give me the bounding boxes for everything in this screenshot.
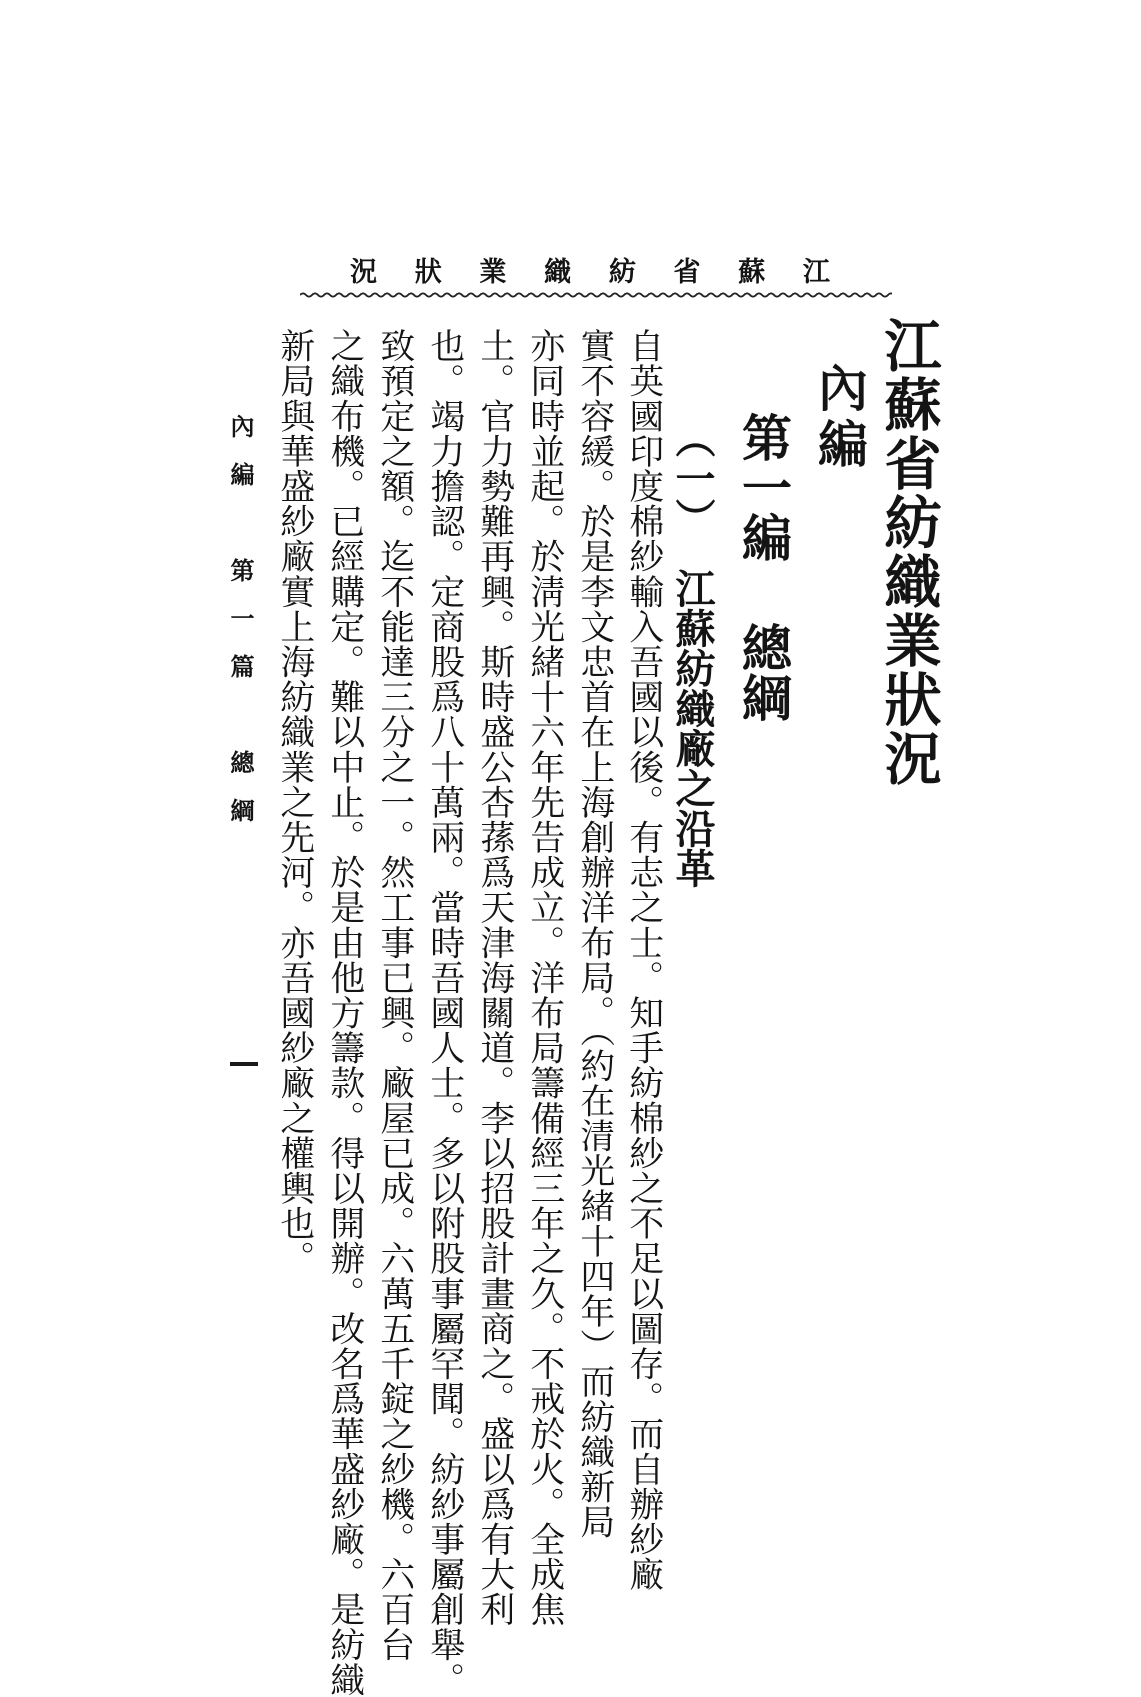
body-column: 致預定之額。迄不能達三分之一。然工事已興。廠屋已成。六萬五千錠之紗機。六百台 (373, 328, 414, 1662)
part-heading: 內編 (810, 362, 869, 474)
running-header-char: 蘇 (738, 256, 766, 288)
section-title: 江蘇紡織廠之沿革 (669, 568, 716, 888)
chapter-prefix: 第一編 (734, 412, 793, 562)
section-heading (669, 418, 716, 888)
body-column: 之織布機。已經購定。難以中止。於是由他方籌款。得以開辦。改名爲華盛紗廠。是紡織 (323, 328, 364, 1697)
running-header-char: 紡 (608, 256, 636, 288)
body-column: 實不容緩。於是李文忠首在上海創辦洋布局。（約在清光緒十四年）而紡織新局 (573, 328, 614, 1540)
book-title: 江蘇省紡織業狀況 (875, 316, 942, 788)
section-number: （一） (669, 418, 716, 538)
running-header-char: 織 (544, 256, 572, 288)
body-column: 自英國印度棉紗輸入吾國以後。有志之士。知手紡棉紗之不足以圖存。而自辦紗廠 (622, 328, 663, 1592)
header-wavy-rule (300, 288, 892, 302)
running-header-char: 業 (479, 256, 507, 288)
running-header-char: 省 (673, 256, 701, 288)
chapter-heading (734, 412, 793, 722)
chapter-name: 總綱 (734, 622, 793, 722)
page-number (230, 1062, 258, 1066)
running-header-char: 江 (802, 256, 830, 288)
body-column: 新局與華盛紗廠實上海紡織業之先河。亦吾國紗廠之權輿也。 (273, 328, 314, 1276)
page-footer: 內編 第一篇 總綱 (226, 414, 255, 846)
body-column: 土。官力勢難再興。斯時盛公杏蓀爲天津海關道。李以招股計畫商之。盛以爲有大利 (473, 328, 514, 1627)
body-column: 也。竭力擔認。定商股爲八十萬兩。當時吾國人士。多以附股事屬罕聞。紡紗事屬創舉。 (423, 328, 464, 1697)
running-header (350, 252, 830, 286)
body-column: 亦同時並起。於淸光緒十六年先告成立。洋布局籌備經三年之久。不戒於火。全成焦 (523, 328, 564, 1627)
running-header-char: 狀 (414, 256, 442, 288)
running-header-char: 況 (350, 256, 377, 288)
